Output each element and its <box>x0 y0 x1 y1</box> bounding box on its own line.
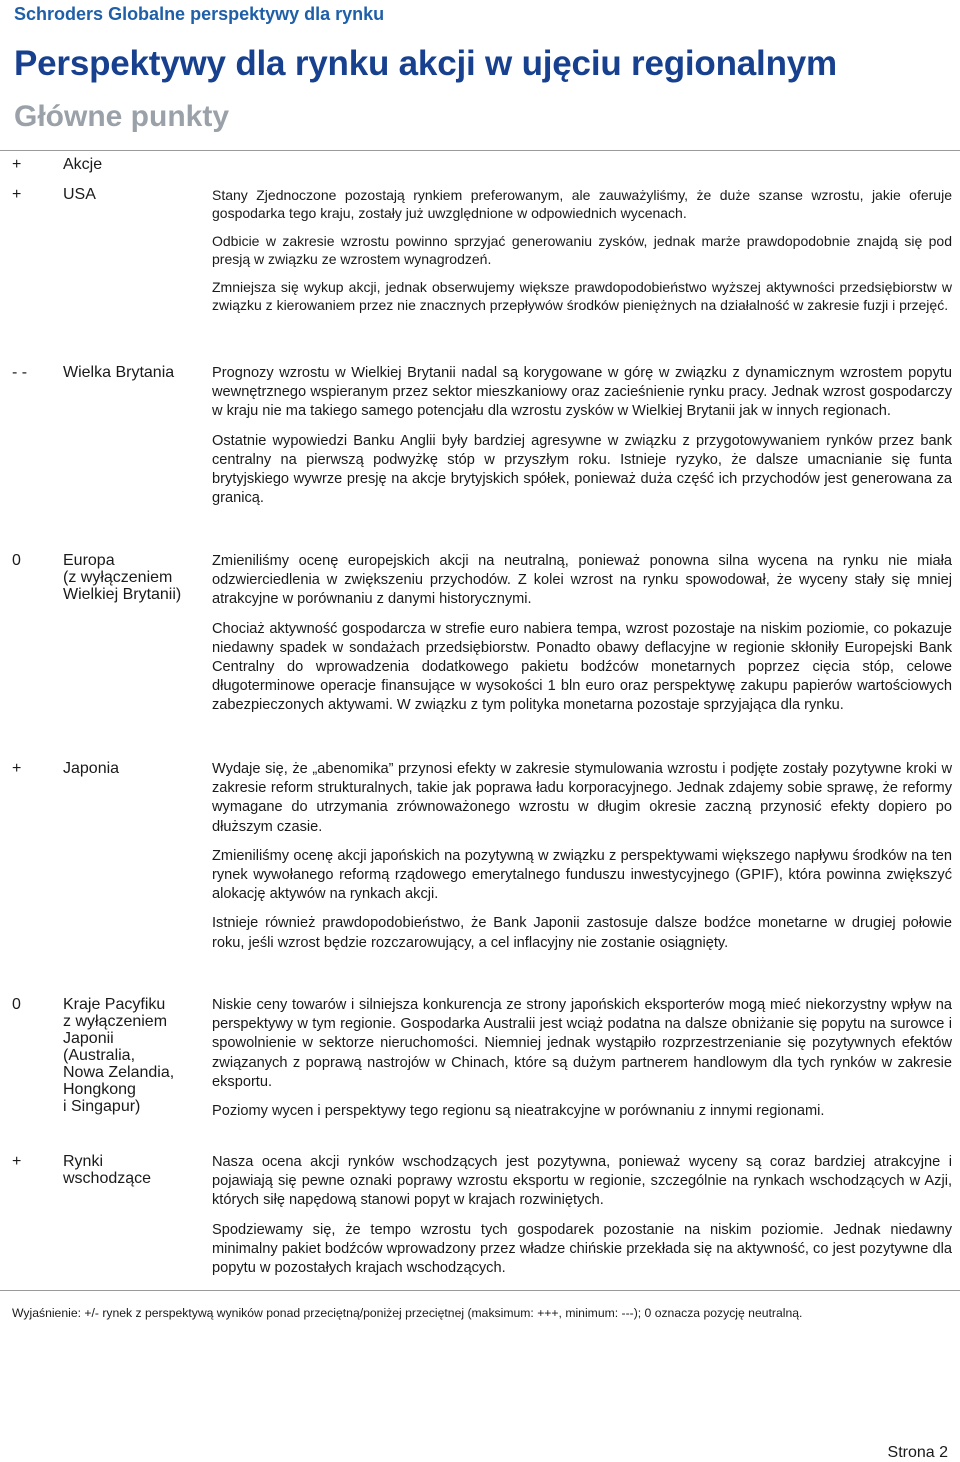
page-number: Strona 2 <box>887 1444 948 1461</box>
region-label: Wielka Brytania <box>63 364 175 381</box>
commentary-paragraph: Zmieniliśmy ocenę europejskich akcji na neutralną, ponieważ ponowna silna wycena na rynku nie miała odzwierciedlenia w zwiększeniu przychodów. Z kolei wzrost na rynku spowodował, że wyceny stały się mniej atrakcyjne w porównaniu z danymi historycznymi. <box>212 553 952 608</box>
outlook-sign: - - <box>12 364 28 381</box>
outlook-sign: + <box>12 186 22 203</box>
brand-name: Schroders <box>14 4 104 24</box>
page-header <box>14 4 384 25</box>
region-commentary <box>212 1153 952 1288</box>
commentary-paragraph: Prognozy wzrostu w Wielkiej Brytanii nadal są korygowane w górę w związku z dynamicznym wzrostem popytu wewnętrznego wspieranym przez sektor mieszkaniowy oraz zacieśnienie rynku pracy. Jednak wzrost gospodarczy w kraju nie ma takiego samego potencjału dla wzrostu zysków w Wielkiej Brytanii jak w innych regionach. <box>212 365 952 420</box>
region-commentary <box>212 364 952 518</box>
region-label: USA <box>63 186 96 203</box>
commentary-paragraph: Odbicie w zakresie wzrostu powinno sprzyjać generowaniu zysków, jednak marże prawdopodobnie znajdą się pod presją w związku ze wzrostem wynagrodzeń. <box>212 233 952 267</box>
region-label: Europa (z wyłączeniem Wielkiej Brytanii) <box>63 552 182 603</box>
commentary-paragraph: Zmniejsza się wykup akcji, jednak obserwujemy większe prawdopodobieństwo wyższej aktywności przedsiębiorstw w związku z kierowaniem przez nie znacznych przepływów środków pieniężnych na działalność w zakresie fuzji i przejęć. <box>212 279 952 313</box>
commentary-paragraph: Niskie ceny towarów i silniejsza konkurencja ze strony japońskich eksporterów mogą mieć niekorzystny wpływ na perspektywy w tym regionie. Gospodarka Australii jest wciąż podatna na dalsze obniżanie się popytu na surowce i spowolnienie w sektorze nieruchomości. Niemniej jednak wystąpiło rozprzestrzenianie się pozytywnych efektów związanych z poprawą nastrojów w Chinach, które są dużym partnerem handlowym dla tych rynków w zakresie eksportu. <box>212 997 952 1090</box>
commentary-paragraph: Chociaż aktywność gospodarcza w strefie euro nabiera tempa, wzrost pozostaje na niskim poziomie, co pokazuje niedawny spadek w sondażach przedsiębiorstw. Ponadto obawy deflacyjne w regionie skłoniły Europejski Bank Centralny do wprowadzenia dodatkowego pakietu bodźców monetarnych poprzez cięcia stóp, celowe długoterminowe operacje finansujące w wysokości 1 bln euro oraz perspektywę zakupu papierów wartościowych zabezpieczonych aktywami. W związku z tym polityka monetarna pozostaje sprzyjająca dla rynku. <box>212 620 952 714</box>
section-subtitle: Główne punkty <box>14 100 230 133</box>
page-title: Perspektywy dla rynku akcji w ujęciu regionalnym <box>14 44 837 83</box>
region-label: Japonia <box>63 760 120 777</box>
commentary-paragraph: Wydaje się, że „abenomika” przynosi efekty w zakresie stymulowania wzrostu i podjęte zostały pozytywne kroki w zakresie reform strukturalnych, takie jak poprawa ładu korporacyjnego. Jednak zdajemy sobie sprawę, że reformy wymagane do utrzymania zrównoważonego wzrostu w długim okresie zaczną przynosić efekty dopiero po dłuższym czasie. <box>212 761 952 835</box>
commentary-paragraph: Istnieje również prawdopodobieństwo, że Bank Japonii zastosuje dalsze bodźce monetarne w drugiej połowie roku, jeśli wzrost będzie rozczarowujący, a cel inflacyjny nie zostanie osiągnięty. <box>212 915 952 951</box>
top-divider <box>0 150 960 151</box>
outlook-sign: + <box>12 156 22 173</box>
outlook-sign: 0 <box>12 552 21 569</box>
commentary-paragraph: Poziomy wycen i perspektywy tego regionu są nieatrakcyjne w porównaniu z innymi regionami. <box>212 1103 825 1120</box>
bottom-divider <box>0 1290 960 1291</box>
region-label: Rynki wschodzące <box>63 1153 152 1187</box>
region-commentary <box>212 996 952 1131</box>
region-commentary <box>212 186 952 324</box>
commentary-paragraph: Nasza ocena akcji rynków wschodzących jest pozytywna, ponieważ wyceny są coraz bardziej atrakcyjne i pojawiają się pewne oznaki poprawy wzrostu eksportu w regionie, szczególnie na rynkach wschodzących w Azji, których siłę napędową stanowi popyt w krajach rozwiniętych. <box>212 1154 952 1209</box>
outlook-sign: 0 <box>12 996 21 1013</box>
outlook-sign: + <box>12 760 22 777</box>
outlook-sign: + <box>12 1153 22 1170</box>
region-commentary <box>212 760 952 963</box>
commentary-paragraph: Spodziewamy się, że tempo wzrostu tych gospodarek pozostanie na niskim poziomie. Jednak niedawny minimalny pakiet bodźców wprowadzony przez władze chińskie przekłada się na aktywność, co jest pozytywne dla popytu w pozostałych krajach wschodzących. <box>212 1221 952 1277</box>
region-commentary <box>212 552 952 726</box>
commentary-paragraph: Ostatnie wypowiedzi Banku Anglii były bardziej agresywne w związku z przygotowywaniem rynków przez bank centralny na pierwszą podwyżkę stóp w przyszłym roku. Istnieje ryzyko, że dalsze umacnianie się funta brytyjskiego wywrze presję na akcje brytyjskich spółek, ponieważ duża część ich przychodów jest generowana za granicą. <box>212 432 952 507</box>
legend-footnote: Wyjaśnienie: +/- rynek z perspektywą wyników ponad przeciętną/poniżej przeciętnej (maksimum: +++, minimum: ---); 0 oznacza pozycję neutralną. <box>12 1306 803 1320</box>
commentary-paragraph: Zmieniliśmy ocenę akcji japońskich na pozytywną w związku z perspektywami większego napływu środków na ten rynek wywołanego reformą rządowego emerytalnego funduszu inwestycyjnego (GPIF), która powinna zwiększyć alokację aktywów na rynkach akcji. <box>212 847 952 903</box>
region-label: Akcje <box>63 156 103 173</box>
series-name: Globalne perspektywy dla rynku <box>108 4 385 24</box>
region-label: Kraje Pacyfiku z wyłączeniem Japonii (Australia, Nowa Zelandia, Hongkong i Singapur) <box>63 996 175 1115</box>
commentary-paragraph: Stany Zjednoczone pozostają rynkiem preferowanym, ale zauważyliśmy, że duże szanse wzrostu, jakie oferuje gospodarka tego kraju, zostały już uwzględnione w odpowiednich wycenach. <box>212 187 952 221</box>
